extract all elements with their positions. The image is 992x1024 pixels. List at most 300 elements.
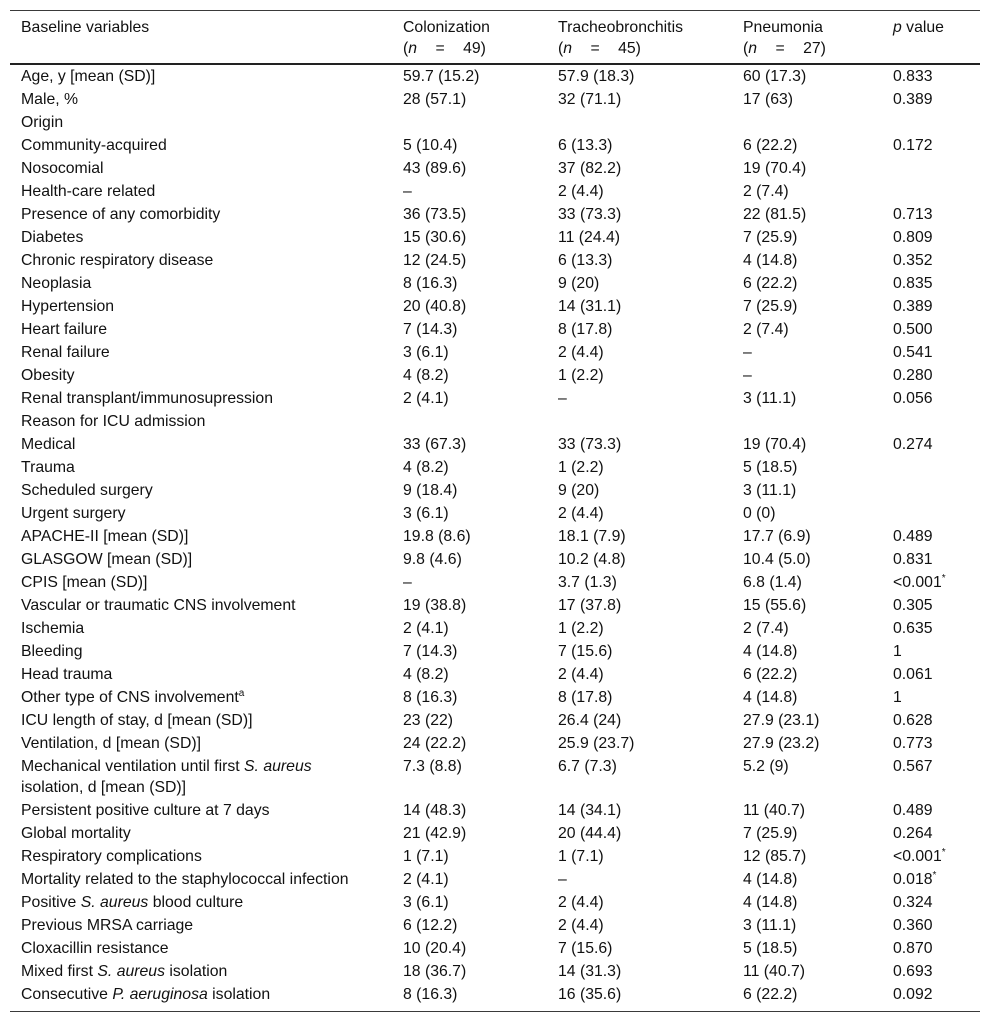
table-row	[10, 845, 980, 868]
cell-colonization	[392, 891, 547, 914]
cell-text: Mortality related to the staphylococcal infection	[21, 871, 349, 888]
cell-p-value	[882, 65, 980, 88]
cell-colonization	[392, 318, 547, 341]
table-row	[10, 548, 980, 571]
cell-p-value	[882, 318, 980, 341]
table-row	[10, 88, 980, 111]
cell-p-value	[882, 180, 980, 203]
cell-text: 8 (16.3)	[403, 275, 458, 292]
cell-pneumonia	[732, 960, 882, 983]
cell-text: 3 (11.1)	[743, 482, 797, 499]
cell-pneumonia	[732, 845, 882, 868]
cell-text: 1 (2.2)	[558, 620, 604, 637]
cell-text: 59.7 (15.2)	[403, 68, 480, 85]
cell-pneumonia	[732, 134, 882, 157]
cell-pneumonia	[732, 364, 882, 387]
cell-colonization	[392, 617, 547, 640]
cell-text: 19 (70.4)	[743, 160, 807, 177]
cell-text: 0.061	[893, 666, 933, 683]
cell-text: blood culture	[148, 894, 244, 911]
cell-pneumonia	[732, 663, 882, 686]
cell-text: Persistent positive culture at 7 days	[21, 802, 270, 819]
cell-p-value	[882, 111, 980, 134]
cell-text: <0.001	[893, 574, 942, 591]
header-tracheobronchitis	[547, 11, 732, 63]
cell-p-value	[882, 88, 980, 111]
cell-text: 36 (73.5)	[403, 206, 467, 223]
cell-colonization	[392, 594, 547, 617]
cell-tracheobronchitis	[547, 111, 732, 134]
cell-text: 5.2 (9)	[743, 758, 789, 775]
cell-baseline-variables	[10, 548, 392, 571]
cell-baseline-variables	[10, 983, 392, 1011]
cell-text: Renal failure	[21, 344, 110, 361]
cell-text: 12 (85.7)	[743, 848, 807, 865]
cell-text: 27.9 (23.2)	[743, 735, 820, 752]
cell-p-value	[882, 640, 980, 663]
cell-text: = 49)	[417, 40, 486, 57]
cell-baseline-variables	[10, 272, 392, 295]
cell-text: 3 (6.1)	[403, 505, 449, 522]
cell-text: <0.001	[893, 848, 942, 865]
cell-tracheobronchitis	[547, 617, 732, 640]
table-row	[10, 891, 980, 914]
italic-text: p	[893, 19, 902, 36]
cell-text: 3 (6.1)	[403, 894, 449, 911]
cell-p-value	[882, 571, 980, 594]
cell-text: 2 (7.4)	[743, 183, 789, 200]
cell-text: Mechanical ventilation until first	[21, 758, 245, 775]
cell-p-value	[882, 914, 980, 937]
cell-tracheobronchitis	[547, 364, 732, 387]
cell-p-value	[882, 525, 980, 548]
cell-text: Other type of CNS involvement	[21, 689, 239, 706]
cell-text: 15 (30.6)	[403, 229, 467, 246]
cell-text: 25.9 (23.7)	[558, 735, 635, 752]
cell-colonization	[392, 640, 547, 663]
header-sample-size	[558, 38, 724, 59]
cell-colonization	[392, 111, 547, 134]
cell-pneumonia	[732, 88, 882, 111]
header-colonization	[392, 11, 547, 63]
cell-pneumonia	[732, 755, 882, 799]
cell-baseline-variables	[10, 891, 392, 914]
cell-colonization	[392, 65, 547, 88]
table-row	[10, 203, 980, 226]
cell-baseline-variables	[10, 822, 392, 845]
cell-text: Origin	[21, 114, 64, 131]
cell-text: Previous MRSA carriage	[21, 917, 194, 934]
cell-colonization	[392, 479, 547, 502]
cell-baseline-variables	[10, 249, 392, 272]
cell-text: 0.352	[893, 252, 933, 269]
cell-pneumonia	[732, 410, 882, 433]
cell-text: 19.8 (8.6)	[403, 528, 471, 545]
cell-pneumonia	[732, 180, 882, 203]
cell-baseline-variables	[10, 226, 392, 249]
cell-text: 15 (55.6)	[743, 597, 807, 614]
cell-text: Age, y [mean (SD)]	[21, 68, 156, 85]
cell-p-value	[882, 937, 980, 960]
cell-tracheobronchitis	[547, 88, 732, 111]
cell-colonization	[392, 180, 547, 203]
cell-pneumonia	[732, 640, 882, 663]
cell-text: 2 (4.1)	[403, 390, 449, 407]
cell-text: 6 (22.2)	[743, 275, 798, 292]
cell-text: 0.305	[893, 597, 933, 614]
cell-baseline-variables	[10, 799, 392, 822]
cell-text: 1	[893, 643, 902, 660]
cell-baseline-variables	[10, 732, 392, 755]
cell-text: APACHE-II [mean (SD)]	[21, 528, 189, 545]
cell-text: 0.018	[893, 871, 933, 888]
cell-colonization	[392, 983, 547, 1011]
superscript-mark: a	[238, 688, 245, 699]
cell-text: 7 (25.9)	[743, 825, 798, 842]
table-row	[10, 799, 980, 822]
cell-text: value	[901, 19, 944, 36]
cell-text: 7 (25.9)	[743, 229, 798, 246]
cell-text: 6 (13.3)	[558, 252, 613, 269]
cell-tracheobronchitis	[547, 983, 732, 1011]
cell-text: 43 (89.6)	[403, 160, 467, 177]
cell-pneumonia	[732, 686, 882, 709]
cell-p-value	[882, 617, 980, 640]
table-row	[10, 663, 980, 686]
cell-text: 8 (16.3)	[403, 689, 458, 706]
cell-baseline-variables	[10, 111, 392, 134]
cell-text: 5 (10.4)	[403, 137, 458, 154]
cell-tracheobronchitis	[547, 914, 732, 937]
cell-text: 14 (31.1)	[558, 298, 622, 315]
cell-baseline-variables	[10, 594, 392, 617]
table-row	[10, 525, 980, 548]
cell-text: 11 (40.7)	[743, 963, 806, 980]
cell-text: (	[558, 40, 564, 57]
cell-text: 1 (7.1)	[403, 848, 449, 865]
italic-text: S. aureus	[80, 894, 149, 911]
cell-text: 20 (44.4)	[558, 825, 622, 842]
cell-baseline-variables	[10, 868, 392, 891]
cell-text: 16 (35.6)	[558, 986, 622, 1003]
cell-p-value	[882, 799, 980, 822]
cell-text: Medical	[21, 436, 76, 453]
table-row	[10, 456, 980, 479]
italic-text: P. aeruginosa	[112, 986, 208, 1003]
cell-tracheobronchitis	[547, 799, 732, 822]
cell-text: 9.8 (4.6)	[403, 551, 462, 568]
cell-p-value	[882, 868, 980, 891]
cell-text: 27.9 (23.1)	[743, 712, 820, 729]
cell-text: 0.541	[893, 344, 933, 361]
cell-pneumonia	[732, 249, 882, 272]
cell-text: 28 (57.1)	[403, 91, 467, 108]
cell-text: 17.7 (6.9)	[743, 528, 811, 545]
table-row	[10, 180, 980, 203]
cell-colonization	[392, 157, 547, 180]
cell-text: 14 (31.3)	[558, 963, 622, 980]
cell-text: 2 (4.4)	[558, 894, 604, 911]
cell-text: 3 (11.1)	[743, 917, 797, 934]
cell-text: 9 (18.4)	[403, 482, 458, 499]
cell-text: 2 (4.4)	[558, 666, 604, 683]
cell-text: 5 (18.5)	[743, 940, 798, 957]
cell-colonization	[392, 364, 547, 387]
cell-text: 6 (22.2)	[743, 666, 798, 683]
cell-text: 8 (16.3)	[403, 986, 458, 1003]
cell-p-value	[882, 891, 980, 914]
cell-text: Consecutive	[21, 986, 113, 1003]
cell-tracheobronchitis	[547, 456, 732, 479]
cell-tracheobronchitis	[547, 663, 732, 686]
cell-text: 0.713	[893, 206, 933, 223]
cell-text: 5 (18.5)	[743, 459, 798, 476]
cell-colonization	[392, 295, 547, 318]
table-row	[10, 594, 980, 617]
table-row	[10, 686, 980, 709]
table-row	[10, 983, 980, 1011]
italic-text: n	[408, 40, 418, 57]
table-row	[10, 937, 980, 960]
cell-tracheobronchitis	[547, 571, 732, 594]
cell-text: 3 (11.1)	[743, 390, 797, 407]
cell-pneumonia	[732, 502, 882, 525]
cell-colonization	[392, 88, 547, 111]
cell-text: 0.489	[893, 528, 933, 545]
cell-text: Ventilation, d [mean (SD)]	[21, 735, 201, 752]
cell-colonization	[392, 732, 547, 755]
cell-colonization	[392, 663, 547, 686]
cell-text: 6.7 (7.3)	[558, 758, 617, 775]
cell-tracheobronchitis	[547, 295, 732, 318]
cell-tracheobronchitis	[547, 203, 732, 226]
cell-colonization	[392, 387, 547, 410]
cell-colonization	[392, 456, 547, 479]
cell-colonization	[392, 845, 547, 868]
cell-text: 19 (38.8)	[403, 597, 467, 614]
cell-text: 0.092	[893, 986, 933, 1003]
cell-text: Cloxacillin resistance	[21, 940, 169, 957]
table-body	[10, 65, 980, 1011]
cell-text: (	[403, 40, 409, 57]
cell-baseline-variables	[10, 65, 392, 88]
cell-text: Chronic respiratory disease	[21, 252, 214, 269]
cell-text: 2 (7.4)	[743, 620, 789, 637]
cell-text: 7 (15.6)	[558, 643, 613, 660]
cell-baseline-variables	[10, 914, 392, 937]
cell-tracheobronchitis	[547, 341, 732, 364]
cell-baseline-variables	[10, 502, 392, 525]
cell-baseline-variables	[10, 571, 392, 594]
section-row	[10, 410, 980, 433]
cell-text: –	[558, 871, 567, 888]
cell-text: Trauma	[21, 459, 75, 476]
cell-text: Urgent surgery	[21, 505, 126, 522]
cell-text: 4 (14.8)	[743, 871, 798, 888]
cell-text: 0.360	[893, 917, 933, 934]
cell-baseline-variables	[10, 617, 392, 640]
cell-colonization	[392, 341, 547, 364]
cell-pneumonia	[732, 111, 882, 134]
cell-text: 10.4 (5.0)	[743, 551, 811, 568]
cell-text: 11 (24.4)	[558, 229, 621, 246]
cell-colonization	[392, 571, 547, 594]
cell-text: 33 (73.3)	[558, 436, 622, 453]
cell-tracheobronchitis	[547, 502, 732, 525]
cell-text: 17 (37.8)	[558, 597, 622, 614]
table-row	[10, 571, 980, 594]
cell-baseline-variables	[10, 410, 392, 433]
cell-pneumonia	[732, 525, 882, 548]
cell-text: 0.056	[893, 390, 933, 407]
cell-colonization	[392, 686, 547, 709]
cell-p-value	[882, 157, 980, 180]
table-row	[10, 134, 980, 157]
italic-text: S. aureus	[244, 758, 312, 775]
cell-pneumonia	[732, 799, 882, 822]
cell-p-value	[882, 983, 980, 1011]
cell-p-value	[882, 364, 980, 387]
cell-baseline-variables	[10, 686, 392, 709]
cell-colonization	[392, 410, 547, 433]
cell-baseline-variables	[10, 960, 392, 983]
cell-pneumonia	[732, 387, 882, 410]
cell-text: 4 (8.2)	[403, 367, 449, 384]
cell-text: 7 (25.9)	[743, 298, 798, 315]
cell-text: 11 (40.7)	[743, 802, 806, 819]
italic-text: n	[748, 40, 758, 57]
cell-text: 21 (42.9)	[403, 825, 467, 842]
cell-colonization	[392, 709, 547, 732]
cell-text: Ischemia	[21, 620, 85, 637]
cell-p-value	[882, 387, 980, 410]
cell-text: 0.628	[893, 712, 933, 729]
cell-colonization	[392, 822, 547, 845]
table-row	[10, 640, 980, 663]
cell-p-value	[882, 479, 980, 502]
cell-tracheobronchitis	[547, 594, 732, 617]
table-row	[10, 914, 980, 937]
table-row	[10, 387, 980, 410]
cell-pneumonia	[732, 157, 882, 180]
cell-baseline-variables	[10, 525, 392, 548]
table-row	[10, 272, 980, 295]
cell-colonization	[392, 868, 547, 891]
cell-text: 0.635	[893, 620, 933, 637]
cell-text: Respiratory complications	[21, 848, 202, 865]
cell-p-value	[882, 502, 980, 525]
cell-text: Health-care related	[21, 183, 156, 200]
table-row	[10, 157, 980, 180]
cell-tracheobronchitis	[547, 433, 732, 456]
table-row	[10, 479, 980, 502]
cell-text: 1	[893, 689, 902, 706]
cell-text: 32 (71.1)	[558, 91, 622, 108]
cell-text: 0.172	[893, 137, 933, 154]
cell-baseline-variables	[10, 479, 392, 502]
cell-colonization	[392, 755, 547, 799]
cell-baseline-variables	[10, 341, 392, 364]
cell-pneumonia	[732, 822, 882, 845]
cell-text: ICU length of stay, d [mean (SD)]	[21, 712, 253, 729]
cell-tracheobronchitis	[547, 548, 732, 571]
cell-pneumonia	[732, 433, 882, 456]
header-title	[21, 17, 366, 38]
cell-pneumonia	[732, 914, 882, 937]
cell-text: 2 (4.4)	[558, 505, 604, 522]
header-title	[743, 17, 874, 38]
italic-text: n	[563, 40, 573, 57]
cell-pneumonia	[732, 479, 882, 502]
table-row	[10, 65, 980, 88]
cell-text: 3 (6.1)	[403, 344, 449, 361]
cell-tracheobronchitis	[547, 387, 732, 410]
cell-text: 0.809	[893, 229, 933, 246]
cell-text: –	[743, 344, 752, 361]
cell-colonization	[392, 226, 547, 249]
baseline-variables-table	[10, 10, 980, 1012]
cell-baseline-variables	[10, 134, 392, 157]
cell-text: Tracheobronchitis	[558, 19, 683, 36]
cell-pneumonia	[732, 571, 882, 594]
cell-text: 33 (67.3)	[403, 436, 467, 453]
cell-p-value	[882, 548, 980, 571]
cell-text: Mixed first	[21, 963, 98, 980]
table-row	[10, 868, 980, 891]
cell-text: 0.389	[893, 298, 933, 315]
cell-text: 6 (22.2)	[743, 986, 798, 1003]
cell-text: 18 (36.7)	[403, 963, 467, 980]
cell-p-value	[882, 960, 980, 983]
cell-text: Scheduled surgery	[21, 482, 153, 499]
header-title	[403, 17, 539, 38]
cell-text: 1 (2.2)	[558, 459, 604, 476]
header-row	[10, 11, 980, 65]
cell-text: 0.389	[893, 91, 933, 108]
cell-text: 0.833	[893, 68, 933, 85]
cell-tracheobronchitis	[547, 272, 732, 295]
header-pneumonia	[732, 11, 882, 63]
cell-text: Vascular or traumatic CNS involvement	[21, 597, 296, 614]
cell-text: isolation	[207, 986, 271, 1003]
cell-tracheobronchitis	[547, 249, 732, 272]
cell-pneumonia	[732, 891, 882, 914]
cell-text: Pneumonia	[743, 19, 823, 36]
cell-text: 26.4 (24)	[558, 712, 622, 729]
cell-p-value	[882, 295, 980, 318]
table-row	[10, 364, 980, 387]
table-row	[10, 709, 980, 732]
cell-text: 7 (14.3)	[403, 321, 458, 338]
cell-text: –	[558, 390, 567, 407]
cell-text: 24 (22.2)	[403, 735, 467, 752]
cell-tracheobronchitis	[547, 479, 732, 502]
cell-p-value	[882, 249, 980, 272]
cell-text: 7 (15.6)	[558, 940, 613, 957]
cell-baseline-variables	[10, 709, 392, 732]
cell-baseline-variables	[10, 640, 392, 663]
table-row	[10, 249, 980, 272]
cell-tracheobronchitis	[547, 822, 732, 845]
cell-text: Neoplasia	[21, 275, 92, 292]
table-row	[10, 960, 980, 983]
cell-text: 23 (22)	[403, 712, 454, 729]
cell-text: 10 (20.4)	[403, 940, 467, 957]
cell-pneumonia	[732, 937, 882, 960]
cell-p-value	[882, 686, 980, 709]
cell-pneumonia	[732, 456, 882, 479]
cell-tracheobronchitis	[547, 755, 732, 799]
